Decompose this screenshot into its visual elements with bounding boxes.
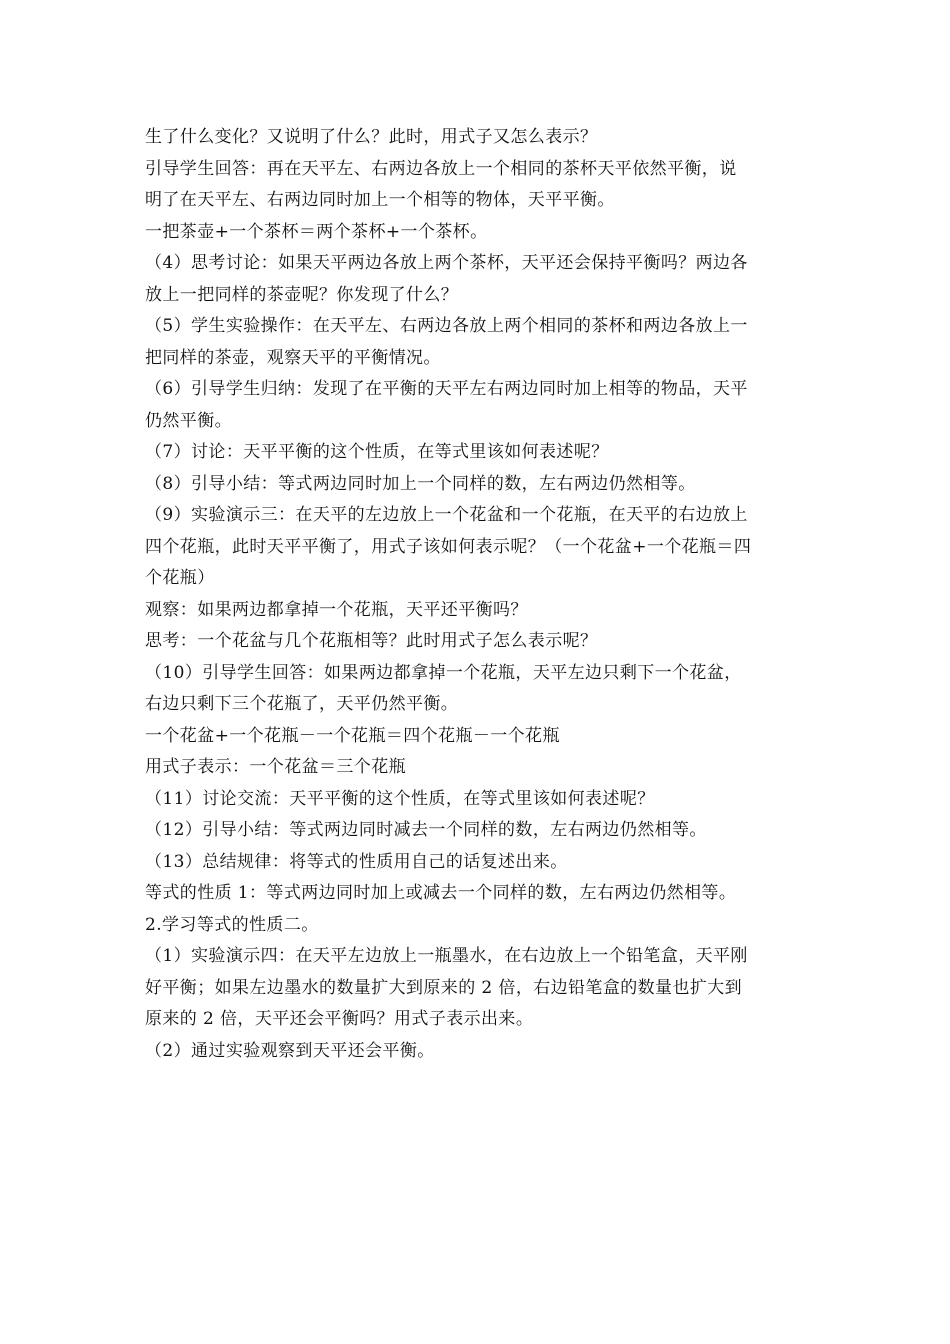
text-line: 仍然平衡。 [145,410,232,431]
text-line: （10）引导学生回答：如果两边都拿掉一个花瓶，天平左边只剩下一个花盆， [145,662,742,683]
text-line: 个花瓶） [145,568,215,588]
text-line: （2）通过实验观察到天平还会平衡。 [145,1040,435,1061]
text-line: （1）实验演示四：在天平左边放上一瓶墨水，在右边放上一个铅笔盒，天平刚 [145,946,748,966]
text-line: 原来的 2 倍，天平还会平衡吗？用式子表示出来。 [145,1009,534,1029]
text-line: 把同样的茶壶，观察天平的平衡情况。 [145,347,441,368]
text-line: （6）引导学生归纳：发现了在平衡的天平左右两边同时加上相等的物品，天平 [145,379,748,399]
text-line: （11）讨论交流：天平平衡的这个性质，在等式里该如何表述呢？ [145,788,655,809]
text-line: （8）引导小结：等式两边同时加上一个同样的数，左右两边仍然相等。 [145,473,696,494]
text-line: （7）讨论：天平平衡的这个性质，在等式里该如何表述呢？ [145,442,609,462]
text-line: 2.学习等式的性质二。 [145,914,319,935]
text-line: 放上一把同样的茶壶呢？你发现了什么？ [145,284,459,305]
text-line: 等式的性质 1：等式两边同时加上或减去一个同样的数，左右两边仍然相等。 [145,883,737,903]
text-line: 用式子表示：一个花盆＝三个花瓶 [145,757,406,777]
text-line: 一把茶壶+一个茶杯＝两个茶杯+一个茶杯。 [145,221,488,242]
text-line: （12）引导小结：等式两边同时减去一个同样的数，左右两边仍然相等。 [145,820,707,840]
text-line: （4）思考讨论：如果天平两边各放上两个茶杯，天平还会保持平衡吗？两边各 [145,253,748,273]
text-line: 右边只剩下三个花瓶了，天平仍然平衡。 [145,694,459,714]
text-line: （13）总结规律：将等式的性质用自己的话复述出来。 [145,851,568,872]
text-line: 明了在天平左、右两边同时加上一个相等的物体，天平平衡。 [145,190,615,210]
text-line: 生了什么变化？又说明了什么？此时，用式子又怎么表示？ [145,127,598,147]
text-line: 观察：如果两边都拿掉一个花瓶，天平还平衡吗？ [145,599,528,620]
text-line: 引导学生回答：再在天平左、右两边各放上一个相同的茶杯天平依然平衡，说 [145,158,737,179]
text-line: （5）学生实验操作：在天平左、右两边各放上两个相同的茶杯和两边各放上一 [145,316,748,336]
text-line: 思考：一个花盆与几个花瓶相等？此时用式子怎么表示呢？ [145,631,598,651]
text-line: （9）实验演示三：在天平的左边放上一个花盆和一个花瓶，在天平的右边放上 [145,505,748,525]
document-body [145,122,810,1067]
text-line: 一个花盆+一个花瓶－一个花瓶＝四个花瓶－一个花瓶 [145,725,560,746]
text-line: 好平衡；如果左边墨水的数量扩大到原来的 2 倍，右边铅笔盒的数量也扩大到 [145,977,743,998]
text-line: 四个花瓶，此时天平平衡了，用式子该如何表示呢？（一个花盆+一个花瓶＝四 [145,536,752,557]
